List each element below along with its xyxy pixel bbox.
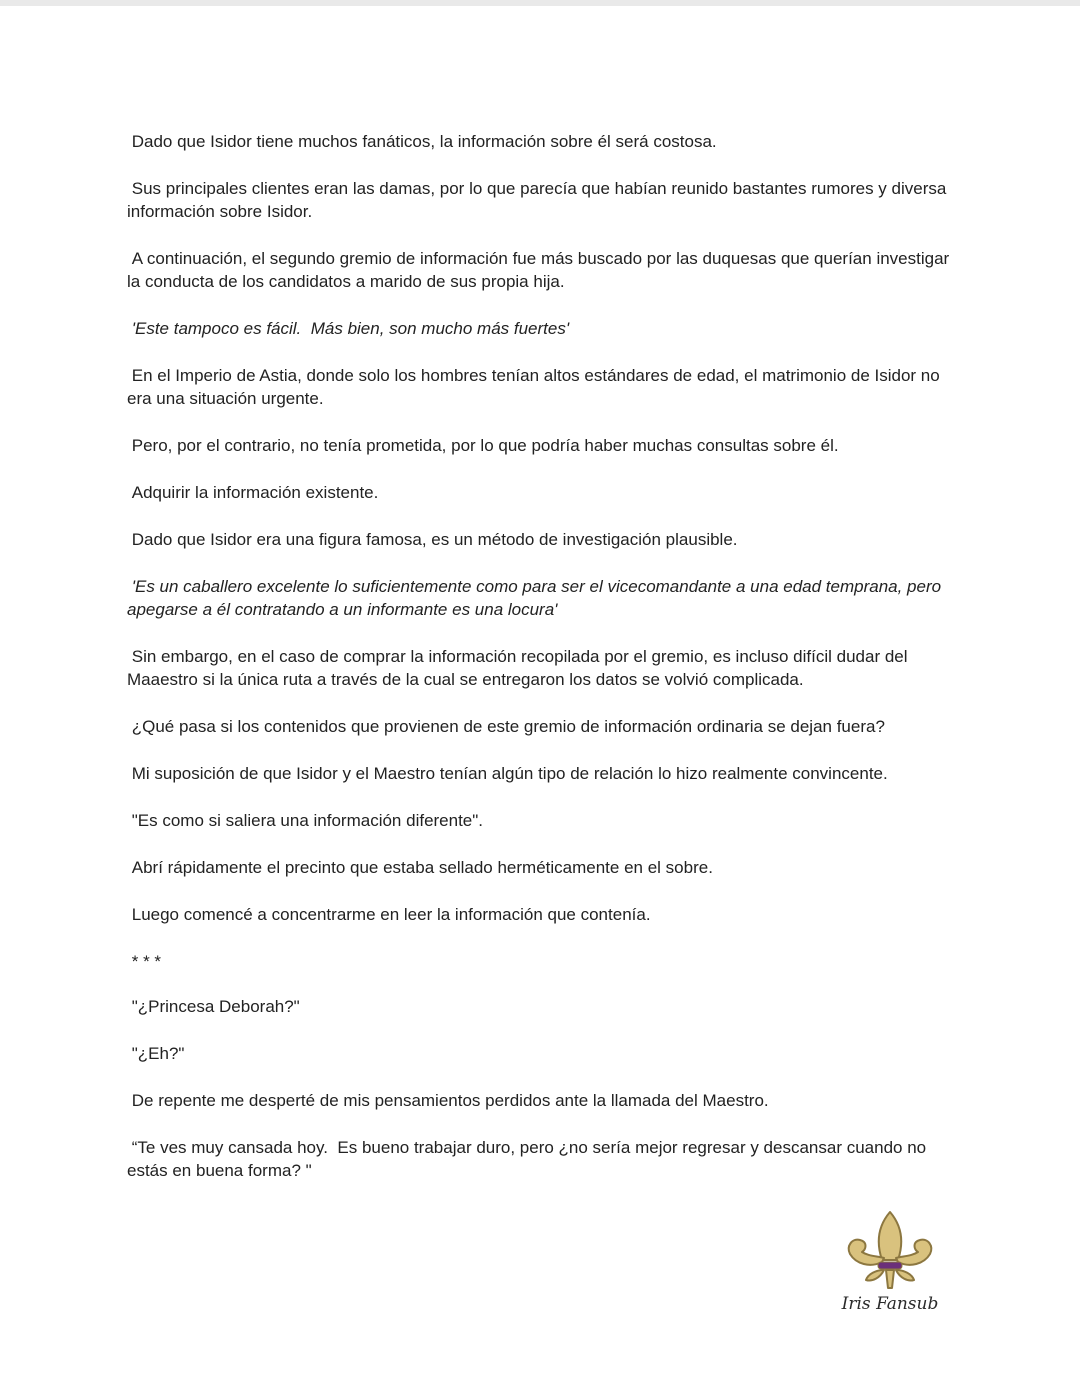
paragraph: Abrí rápidamente el precinto que estaba sellado herméticamente en el sobre.	[127, 858, 713, 877]
paragraph: Mi suposición de que Isidor y el Maestro tenían algún tipo de relación lo hizo realmente convincente.	[127, 764, 888, 783]
paragraph: “Te ves muy cansada hoy. Es bueno trabajar duro, pero ¿no sería mejor regresar y descansar cuando no estás en buena forma? "	[127, 1138, 931, 1180]
top-border-strip	[0, 0, 1080, 6]
paragraph-italic: 'Es un caballero excelente lo suficientemente como para ser el vicecomandante a una edad temprana, pero apegarse a él contratando a un informante es una locura'	[127, 577, 946, 619]
paragraph: "Es como si saliera una información diferente".	[127, 811, 484, 830]
paragraph: Dado que Isidor era una figura famosa, es un método de investigación plausible.	[127, 530, 738, 549]
paragraph: Sin embargo, en el caso de comprar la información recopilada por el gremio, es incluso difícil dudar del Maaestro si la única ruta a través de la cual se entregaron los datos se volvió complicada.	[127, 647, 913, 689]
paragraph: Sus principales clientes eran las damas, por lo que parecía que habían reunido bastantes rumores y diversa información sobre Isidor.	[127, 179, 952, 221]
paragraph: Adquirir la información existente.	[127, 483, 379, 502]
paragraph: Luego comencé a concentrarme en leer la información que contenía.	[127, 905, 651, 924]
paragraph: A continuación, el segundo gremio de información fue más buscado por las duquesas que querían investigar la conducta de los candidatos a marido de sus propia hija.	[127, 249, 954, 291]
paragraph: ¿Qué pasa si los contenidos que provienen de este gremio de información ordinaria se dejan fuera?	[127, 717, 885, 736]
paragraph-italic: 'Este tampoco es fácil. Más bien, son mucho más fuertes'	[127, 319, 570, 338]
paragraph: De repente me desperté de mis pensamientos perdidos ante la llamada del Maestro.	[127, 1091, 769, 1110]
scene-separator: * * *	[127, 952, 162, 971]
paragraph: En el Imperio de Astia, donde solo los hombres tenían altos estándares de edad, el matrimonio de Isidor no era una situación urgente.	[127, 366, 945, 408]
paragraph: "¿Princesa Deborah?"	[127, 997, 300, 1016]
paragraph: Dado que Isidor tiene muchos fanáticos, la información sobre él será costosa.	[127, 132, 717, 151]
iris-fansub-logo	[838, 1208, 948, 1324]
logo-text: Iris Fansub	[841, 1294, 939, 1314]
paragraph: "¿Eh?"	[127, 1044, 185, 1063]
fleur-de-lis-icon	[838, 1208, 942, 1292]
paragraph: Pero, por el contrario, no tenía prometida, por lo que podría haber muchas consultas sobre él.	[127, 436, 839, 455]
document-page	[127, 130, 957, 1206]
